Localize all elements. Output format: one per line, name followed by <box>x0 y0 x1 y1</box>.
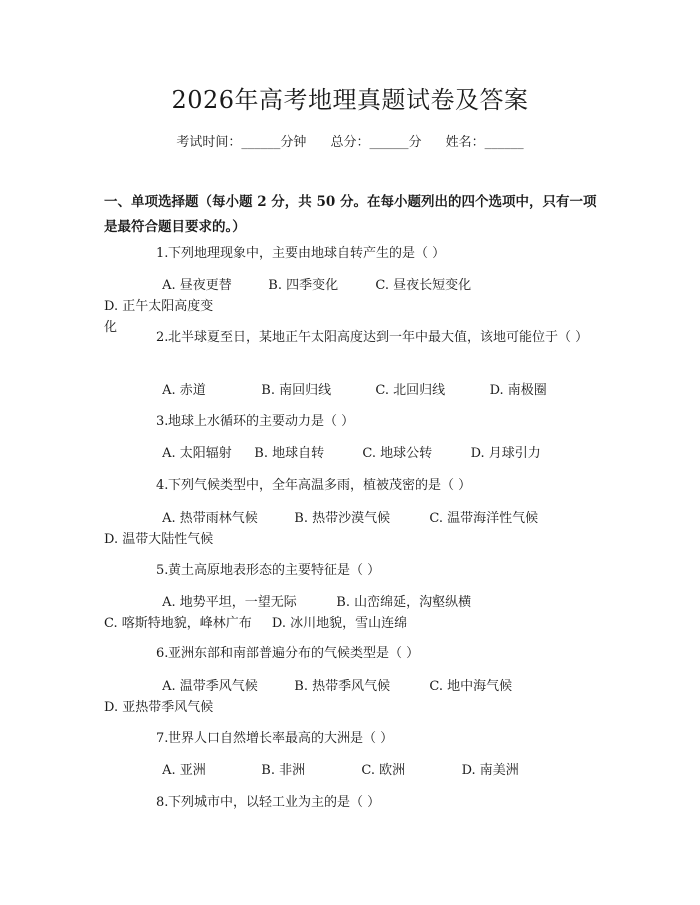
option-d: D. 亚热带季风气候 <box>104 700 214 715</box>
question-stem: 世界人口自然增长率最高的大洲是（ ） <box>168 731 394 746</box>
option-a: A. 赤道 <box>162 383 206 398</box>
exam-info <box>0 131 700 150</box>
option-b: B. 山峦绵延，沟壑纵横 <box>336 595 472 610</box>
option-a: A. 温带季风气候 <box>162 679 258 694</box>
option-d: D. 月球引力 <box>470 446 541 461</box>
question-number: 3. <box>156 414 169 429</box>
question-stem: 亚洲东部和南部普遍分布的气候类型是（ ） <box>168 646 420 661</box>
option-d: D. 南美洲 <box>461 763 519 778</box>
question-8 <box>104 792 598 813</box>
question-number: 8. <box>156 795 169 810</box>
option-a: A. 热带雨林气候 <box>162 511 258 526</box>
question-3 <box>104 411 598 432</box>
option-c: C. 地球公转 <box>362 446 433 461</box>
option-a: A. 地势平坦，一望无际 <box>162 595 297 610</box>
section-heading: 一、单项选择题（每小题 2 分，共 50 分。在每小题列出的四个选项中，只有一项是最符合题目要求的。） <box>104 194 597 235</box>
option-a: A. 亚洲 <box>162 763 206 778</box>
option-b: B. 热带沙漠气候 <box>294 511 391 526</box>
option-d: D. 温带大陆性气候 <box>104 532 214 547</box>
question-number: 4. <box>156 478 169 493</box>
exam-time: 考试时间：______分钟 <box>176 135 307 150</box>
option-c: C. 北回归线 <box>375 383 446 398</box>
question-stem: 下列地理现象中，主要由地球自转产生的是（ ） <box>168 246 446 261</box>
option-b: B. 南回归线 <box>261 383 332 398</box>
question-number: 5. <box>156 563 169 578</box>
option-d: D. 正午太阳高度变化 <box>104 299 214 335</box>
option-a: A. 昼夜更替 <box>162 278 232 293</box>
question-5 <box>104 560 598 581</box>
question-number: 2. <box>156 330 169 345</box>
question-7 <box>104 728 598 749</box>
question-stem: 地球上水循环的主要动力是（ ） <box>168 414 355 429</box>
question-stem: 北半球夏至日，某地正午太阳高度达到一年中最大值，该地可能位于（ ） <box>168 330 589 345</box>
question-6 <box>104 643 598 664</box>
option-c: C. 昼夜长短变化 <box>375 278 472 293</box>
question-4-options <box>104 508 598 550</box>
option-d: D. 冰川地貌，雪山连绵 <box>271 616 408 631</box>
option-b: B. 热带季风气候 <box>294 679 391 694</box>
total-score: 总分：______分 <box>330 135 422 150</box>
question-1 <box>104 243 598 264</box>
option-c: C. 地中海气候 <box>429 679 513 694</box>
question-2 <box>104 327 598 348</box>
question-number: 6. <box>156 646 169 661</box>
question-4 <box>104 475 598 496</box>
question-stem: 下列气候类型中，全年高温多雨，植被茂密的是（ ） <box>168 478 472 493</box>
question-3-options <box>104 443 598 464</box>
student-name: 姓名：______ <box>445 135 524 150</box>
option-c: C. 温带海洋性气候 <box>429 511 539 526</box>
question-5-options <box>104 592 598 634</box>
option-b: B. 非洲 <box>261 763 306 778</box>
option-c: C. 欧洲 <box>361 763 406 778</box>
question-stem: 下列城市中，以轻工业为主的是（ ） <box>168 795 381 810</box>
question-7-options <box>104 760 598 781</box>
question-stem: 黄土高原地表形态的主要特征是（ ） <box>168 563 381 578</box>
option-d: D. 南极圈 <box>489 383 547 398</box>
question-6-options <box>104 676 598 718</box>
option-c: C. 喀斯特地貌，峰林广布 <box>104 616 252 631</box>
question-number: 1. <box>156 246 169 261</box>
question-2-options <box>104 380 598 401</box>
page-title: 2026年高考地理真题试卷及答案 <box>171 86 529 114</box>
option-b: B. 地球自转 <box>254 446 325 461</box>
option-a: A. 太阳辐射 <box>162 446 232 461</box>
option-b: B. 四季变化 <box>268 278 339 293</box>
question-number: 7. <box>156 731 169 746</box>
